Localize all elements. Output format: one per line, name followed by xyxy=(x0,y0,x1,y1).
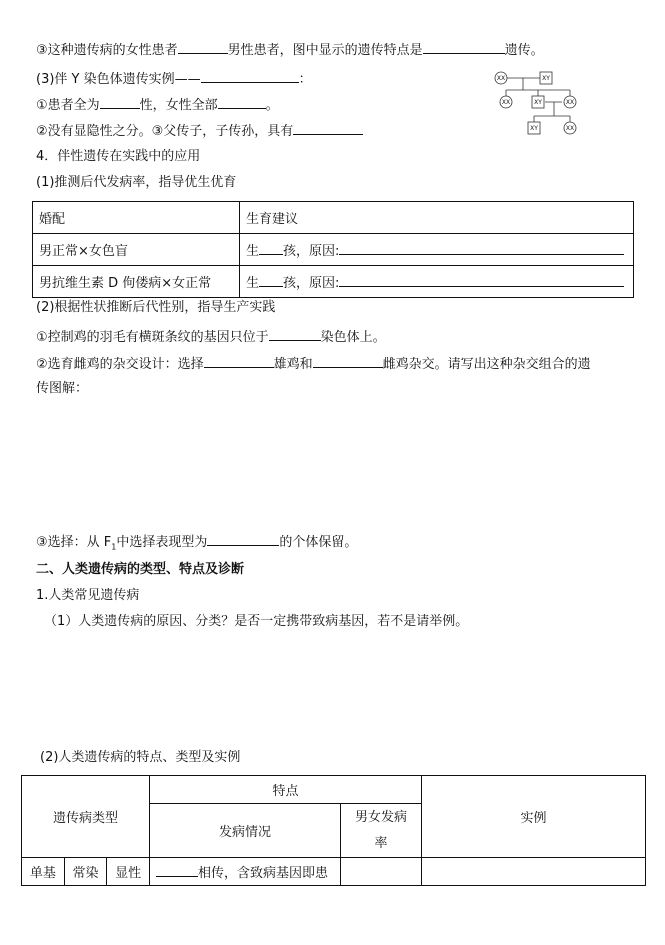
blank[interactable] xyxy=(269,326,321,341)
table-cell: 男抗维生素 D 佝偻病×女正常 xyxy=(33,266,240,298)
blank[interactable] xyxy=(339,272,624,287)
table-header: 遗传病类型 xyxy=(22,776,150,858)
table-cell xyxy=(422,858,646,886)
part-2-heading: 二、人类遗传病的类型、特点及诊断 xyxy=(36,562,245,577)
pedigree-label: XX xyxy=(565,99,575,106)
table-row xyxy=(33,266,634,298)
blank[interactable] xyxy=(201,68,299,83)
chicken-2-line: ②选育雌鸡的杂交设计：选择 雄鸡和 雌鸡杂交。请写出这种杂交组合的遗 xyxy=(36,353,591,374)
table-cell: 生 孩，原因: xyxy=(240,266,634,298)
table-cell: 显性 xyxy=(107,858,150,886)
y2-line: ②没有显隐性之分。③父传子，子传孙，具有 xyxy=(36,120,363,141)
pedigree-label: XY xyxy=(530,125,538,132)
table-header: 实例 xyxy=(422,776,646,858)
table-header: 生育建议 xyxy=(240,202,634,234)
y1-line: ①患者全为 性，女性全部 。 xyxy=(36,94,279,115)
pedigree-label: XX xyxy=(496,75,506,82)
section-4-heading: 4．伴性遗传在实践中的应用 xyxy=(36,149,201,164)
pedigree-label: XX xyxy=(565,125,575,132)
table-cell: 常染 xyxy=(64,858,107,886)
blank[interactable] xyxy=(423,39,505,54)
section-4-2: (2)根据性状推断后代性别，指导生产实践 xyxy=(36,300,276,315)
y-link-line: (3)伴 Y 染色体遗传实例—— ： xyxy=(36,68,312,89)
blank[interactable] xyxy=(100,94,140,109)
marriage-table xyxy=(32,201,634,298)
chicken-3-line: ③选择：从 $F_1$中选择表现型为 的个体保留。 xyxy=(36,531,357,557)
table-cell: 男正常×女色盲 xyxy=(33,234,240,266)
blank[interactable] xyxy=(207,531,279,546)
table-header: 婚配 xyxy=(33,202,240,234)
table-cell xyxy=(341,858,422,886)
blank[interactable] xyxy=(259,240,283,255)
table-cell: 生 孩，原因: xyxy=(240,234,634,266)
disease-table xyxy=(21,775,646,886)
chicken-1-line: ①控制鸡的羽毛有横斑条纹的基因只位于 染色体上。 xyxy=(36,326,386,347)
q3-line: ③这种遗传病的女性患者 男性患者，图中显示的遗传特点是 遗传。 xyxy=(36,39,544,60)
table-header: 特点 xyxy=(150,776,422,804)
blank[interactable] xyxy=(293,120,363,135)
pedigree-diagram xyxy=(490,66,590,138)
table-header: 男女发病 率 xyxy=(341,804,422,858)
pedigree-label: XY xyxy=(542,75,550,82)
part-2-2: (2)人类遗传病的特点、类型及实例 xyxy=(40,750,241,765)
table-cell: 单基 xyxy=(22,858,65,886)
table-header: 发病情况 xyxy=(150,804,341,858)
chicken-2-cont: 传图解： xyxy=(36,381,89,396)
table-cell: 相传，含致病基因即患 xyxy=(150,858,341,886)
blank[interactable] xyxy=(156,862,198,877)
blank[interactable] xyxy=(178,39,228,54)
blank[interactable] xyxy=(259,272,283,287)
blank[interactable] xyxy=(218,94,266,109)
table-row xyxy=(33,234,634,266)
pedigree-label: XX xyxy=(501,99,511,106)
part-2-1: 1.人类常见遗传病 xyxy=(36,588,140,603)
blank[interactable] xyxy=(313,353,383,368)
blank[interactable] xyxy=(204,353,274,368)
pedigree-label: XY xyxy=(534,99,542,106)
table-row xyxy=(22,858,646,886)
section-4-1: (1)推测后代发病率，指导优生优育 xyxy=(36,175,237,190)
part-2-1-question: （1）人类遗传病的原因、分类？是否一定携带致病基因，若不是请举例。 xyxy=(44,614,469,629)
blank[interactable] xyxy=(339,240,624,255)
